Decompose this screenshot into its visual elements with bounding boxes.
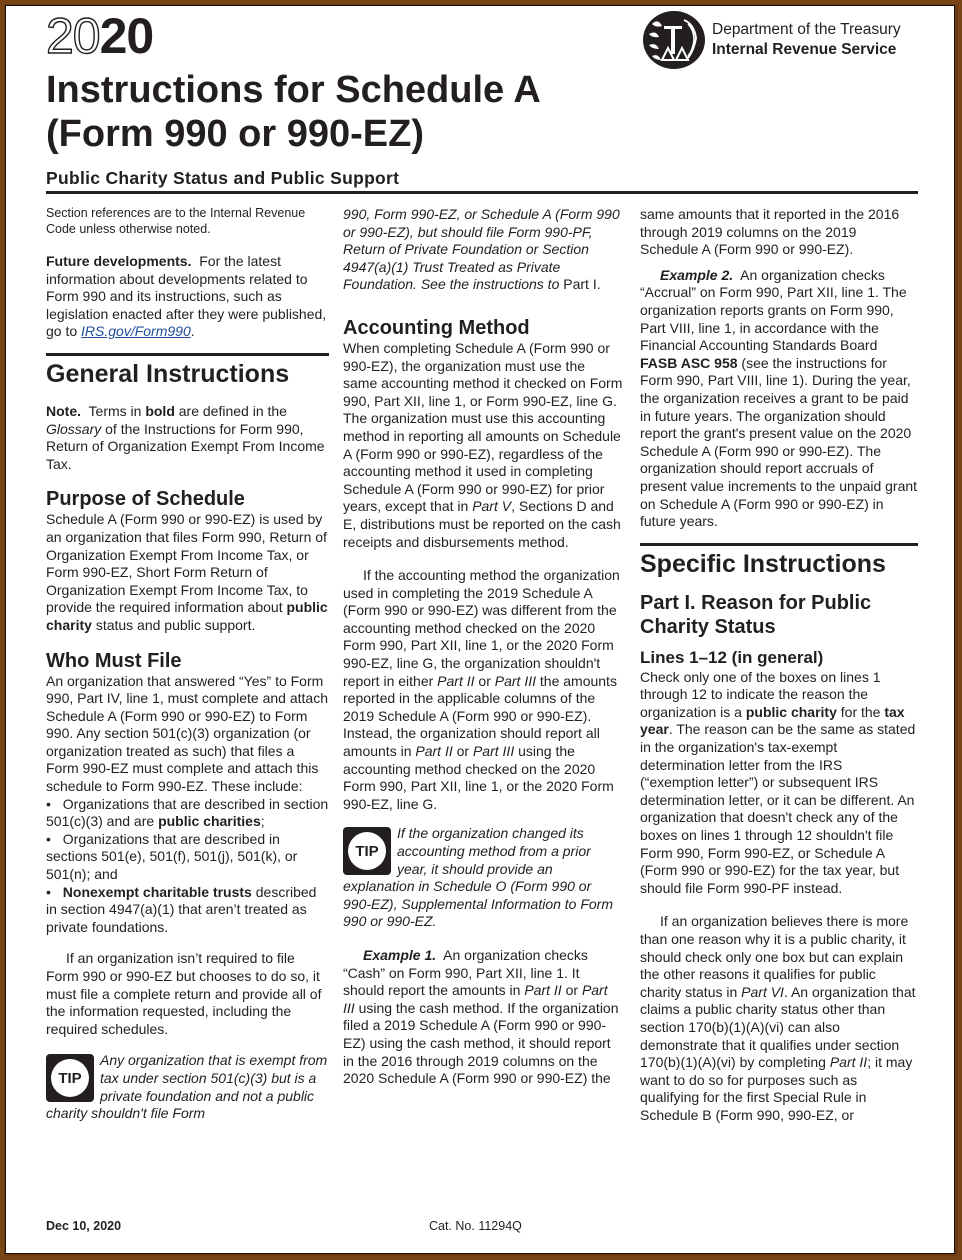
general-instructions-heading: General Instructions	[46, 353, 329, 389]
tip-icon: TIP	[343, 827, 391, 875]
column-3	[640, 206, 918, 1125]
footer-date: Dec 10, 2020	[46, 1219, 122, 1233]
section-references-note: Section references are to the Internal Revenue Code unless otherwise noted.	[46, 206, 306, 236]
example-2-paragraph: Example 2. An organization checks “Accrual” on Form 990, Part XII, line 1. The organization reports grants on Form 990, Part VIII, line 1, in accordance with the Financial Accounting Standards Board FASB ASC 958 (see the instructions for Form 990, Part VIII, line 1). During the year, the organization receives a grant to be paid in future years. The organization should report the grant's present value on the 2020 Schedule A (Form 990 or 990-EZ). The organization should report accruals of present value increments to the unpaid grant on Schedule A (Form 990 or 990-EZ) in future years.	[640, 266, 918, 530]
header-rule	[46, 191, 918, 194]
bullet-item: • Organizations that are described in section 501(c)(3) and are public charities;	[46, 796, 329, 831]
page-subtitle: Public Charity Status and Public Support	[46, 168, 400, 188]
accounting-method-heading: Accounting Method	[343, 316, 530, 339]
example-1-paragraph: Example 1. An organization checks “Cash” on Form 990, Part XII, line 1. It should report the amounts in Part II or Part III using the cash method. If the organization filed a 2019 Schedule A (Form 990 or 990-EZ) using the cash method, it should report in the 2016 through 2019 columns on the 2020 Schedule A (Form 990 or 990-EZ) the	[343, 946, 619, 1087]
example-1-continuation: same amounts that it reported in the 2016 through 2019 columns on the 2019 Schedule A (Form 990 or 990-EZ).	[640, 206, 900, 258]
irs-form990-link[interactable]: IRS.gov/Form990	[81, 323, 191, 340]
tip-box: TIP Any organization that is exempt from tax under section 501(c)(3) but is a private foundation and not a public charity shouldn't file Form	[46, 1052, 328, 1122]
specific-instructions-heading: Specific Instructions	[640, 543, 918, 579]
future-developments: Future developments. For the latest information about developments related to Form 990 and its instructions, such as legislation enacted after they were published, go to IRS.gov/Form990.	[46, 253, 327, 340]
tip-box: TIP If the organization changed its accounting method from a prior year, it should provide an explanation in Schedule O (Form 990 or 990-EZ), Supplemental Information to Form 990 or 990-EZ.	[343, 825, 614, 930]
purpose-heading: Purpose of Schedule	[46, 488, 245, 511]
who-must-file-paragraph: An organization that answered “Yes” to Form 990, Part IV, line 1, must complete and attach Schedule A (Form 990 or 990-EZ) to Form 990. Any section 501(c)(3) organization (or organization treated as such) that files a Form 990-EZ must complete and attach this schedule to Form 990-EZ. These include:	[46, 672, 328, 795]
note-paragraph: Note. Terms in bold are defined in the Glossary of the Instructions for Form 990, Return of Organization Exempt From Income Tax.	[46, 402, 325, 472]
part-1-heading: Part I. Reason for Public Charity Status	[640, 591, 872, 638]
agency-irs: Internal Revenue Service	[712, 41, 897, 58]
bullet-item: • Nonexempt charitable trusts described in section 4947(a)(1) that aren’t treated as private foundations.	[46, 884, 329, 937]
agency-block	[640, 10, 901, 70]
column-2	[343, 206, 623, 1088]
purpose-paragraph: Schedule A (Form 990 or 990-EZ) is used by an organization that files Form 990, Return of Organization Exempt From Income Tax, or Form 990-EZ, Short Form Return of Organization Exempt From Income Tax, to provide the required information about public charity status and public support.	[46, 511, 328, 633]
lines-1-12-heading: Lines 1–12 (in general)	[640, 647, 824, 667]
more-than-one-reason-paragraph: If an organization believes there is more than one reason why it is a public charity, it should check only one box but can explain the other reasons it qualifies for public charity status in Part VI. An organization that claims a public charity status other than section 170(b)(1)(A)(vi) can also demonstrate that it qualifies under section 170(b)(1)(A)(vi) by completing Part II; it may want to do so for purposes such as qualifying for the first Special Rule in Schedule B (Form 990, 990-EZ, or	[640, 913, 916, 1123]
irs-eagle-logo-icon	[640, 10, 708, 70]
lines-1-12-paragraph: Check only one of the boxes on lines 1 through 12 to indicate the reason the organization is a public charity for the tax year. The reason can be the same as stated in the organization's tax-exempt determination letter from the IRS (“exemption letter”) or subsequent IRS determination letter, or it can be different. An organization that doesn't check any of the boxes on lines 1 through 12 shouldn't file Form 990, Form 990-EZ, or Schedule A (Form 990 or 990-EZ) for the tax year, but should file Form 990-PF instead.	[640, 668, 916, 896]
tax-year: 2020	[46, 8, 154, 64]
accounting-paragraph: When completing Schedule A (Form 990 or 990-EZ), the organization must use the same accounting method it checked on Form 990, Part XII, line 1, or Form 990-EZ, line G. The organization must use this accounting method in reporting all amounts on Schedule A (Form 990 or 990-EZ), regardless of the accounting method it used in completing Schedule A (Form 990 or 990-EZ) for prior years, except that in Part V, Sections D and E, distributions must be reported on the cash receipts and disbursements method.	[343, 339, 623, 550]
document-page	[5, 5, 955, 1254]
column-1	[46, 206, 329, 1123]
page-title: Instructions for Schedule A (Form 990 or 990-EZ)	[46, 69, 541, 155]
bullet-item: • Organizations that are described in sections 501(e), 501(f), 501(j), 501(k), or 501(n); and	[46, 831, 329, 884]
who-must-file-heading: Who Must File	[46, 649, 182, 672]
agency-department: Department of the Treasury	[712, 21, 901, 38]
not-required-paragraph: If an organization isn’t required to file Form 990 or 990-EZ but chooses to do so, it must file a complete return and provide all of the information requested, including the required schedules.	[46, 950, 322, 1037]
tip-icon: TIP	[46, 1054, 94, 1102]
different-method-paragraph: If the accounting method the organization used in completing the 2019 Schedule A (Form 990 or 990-EZ) was different from the accounting method checked on the 2020 Form 990, Part XII, line 1, or the 2020 Form 990-EZ, line G, the organization shouldn't report in either Part II or Part III the amounts reported in the applicable columns of the 2019 Schedule A (Form 990 or 990-EZ). Instead, the organization should report all amounts in Part II or Part III using the accounting method checked on the 2020 Form 990, Part XII, line 1, or the 2020 Form 990-EZ, line G.	[343, 567, 620, 812]
tip-continuation: 990, Form 990-EZ, or Schedule A (Form 990 or 990-EZ), but should file Form 990-PF, Return of Private Foundation or Section 4947(a)(1) Trust Treated as Private Foundation. See the instructions to Part I.	[343, 206, 620, 293]
footer-catalog-number: Cat. No. 11294Q	[429, 1219, 522, 1233]
